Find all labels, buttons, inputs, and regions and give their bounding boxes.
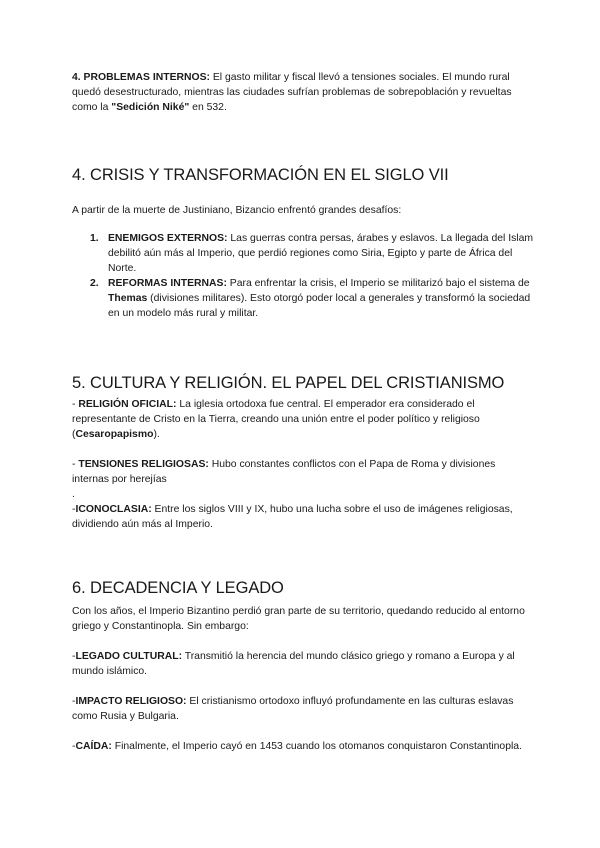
iconoclasia-paragraph: -ICONOCLASIA: Entre los siglos VIII y IX, hubo una lucha sobre el uso de imágenes religiosas, dividiendo aún más al Imperio. (72, 504, 513, 530)
cesaropapismo-term: Cesaropapismo (75, 429, 154, 440)
stray-dot: . (72, 489, 75, 500)
legado-paragraph: -LEGADO CULTURAL: Transmitió la herencia del mundo clásico griego y romano a Europa y al mundo islámico. (72, 651, 515, 677)
list-item-reformas: 2. REFORMAS INTERNAS: Para enfrentar la crisis, el Imperio se militarizó bajo el sistema de Themas (divisiones militares). Esto otorgó poder local a generales y transformó la sociedad en un modelo más rural y militar. (90, 278, 531, 319)
crisis-intro: A partir de la muerte de Justiniano, Bizancio enfrentó grandes desafíos: (72, 205, 402, 216)
religion-oficial-paragraph: - RELIGIÓN OFICIAL: La iglesia ortodoxa fue central. El emperador era considerado el representante de Cristo en la Tierra, creando una unión entre el poder político y religioso (Cesaropapismo). (72, 399, 480, 440)
enemigos-label: ENEMIGOS EXTERNOS: (108, 233, 228, 244)
themas-term: Themas (108, 293, 148, 304)
caida-label: CAÍDA: (75, 741, 112, 752)
decadencia-heading: 6. DECADENCIA Y LEGADO (72, 579, 284, 597)
tensiones-label: TENSIONES RELIGIOSAS: (78, 459, 209, 470)
legado-label: LEGADO CULTURAL: (75, 651, 183, 662)
cultura-heading: 5. CULTURA Y RELIGIÓN. EL PAPEL DEL CRISTIANISMO (72, 374, 505, 392)
impacto-label: IMPACTO RELIGIOSO: (75, 696, 187, 707)
decadencia-intro: Con los años, el Imperio Bizantino perdió gran parte de su territorio, quedando reducido al entorno griego y Constantinopla. Sin embargo: (72, 606, 525, 632)
list-item-enemigos: 1. ENEMIGOS EXTERNOS: Las guerras contra persas, árabes y eslavos. La llegada del Islam debilitó aún más al Imperio, que perdió regiones como Siria, Egipto y parte de África del Norte. (90, 233, 534, 274)
problemas-internos-label: 4. PROBLEMAS INTERNOS: (72, 72, 210, 83)
religion-oficial-label: RELIGIÓN OFICIAL: (78, 399, 177, 410)
reformas-label: REFORMAS INTERNAS: (108, 278, 227, 289)
impacto-paragraph: -IMPACTO RELIGIOSO: El cristianismo ortodoxo influyó profundamente en las culturas eslavas como Rusia y Bulgaria. (72, 696, 514, 722)
iconoclasia-label: ICONOCLASIA: (75, 504, 152, 515)
document-page (72, 70, 534, 754)
sedicion-nike-term: "Sedición Niké" (111, 102, 190, 113)
problemas-internos-paragraph: 4. PROBLEMAS INTERNOS: El gasto militar y fiscal llevó a tensiones sociales. El mundo rural quedó desestructurado, mientras las ciudades sufrían problemas de sobrepoblación y revueltas como la "Sedición Niké" en 532. (72, 72, 512, 113)
tensiones-paragraph: - TENSIONES RELIGIOSAS: Hubo constantes conflictos con el Papa de Roma y divisiones internas por herejías (72, 459, 496, 485)
crisis-heading: 4. CRISIS Y TRANSFORMACIÓN EN EL SIGLO VII (72, 166, 449, 184)
caida-paragraph: -CAÍDA: Finalmente, el Imperio cayó en 1453 cuando los otomanos conquistaron Constantinopla. (72, 741, 522, 752)
crisis-list (72, 231, 534, 321)
